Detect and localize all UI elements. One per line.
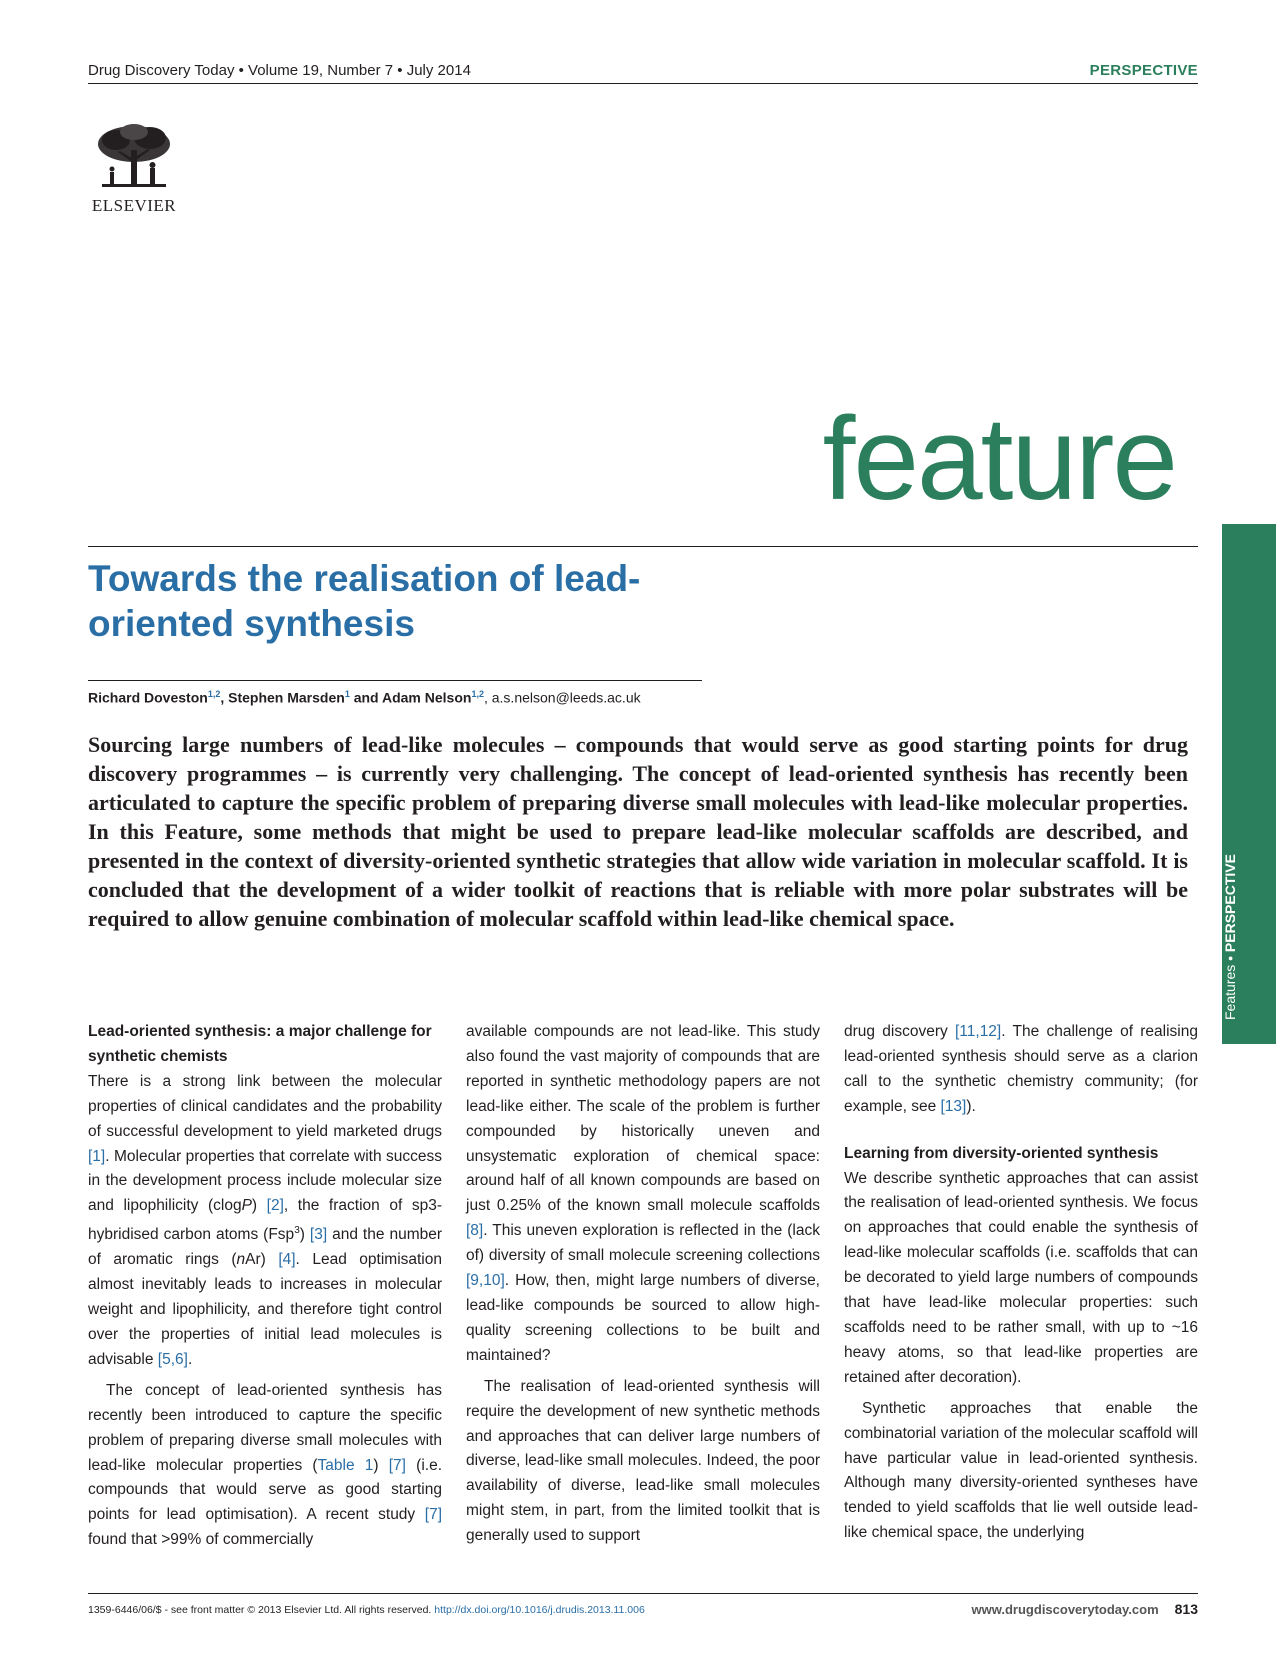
section-heading-2: Learning from diversity-oriented synthesis — [844, 1144, 1159, 1162]
paragraph: The concept of lead-oriented synthesis has recently been introduced to capture the specific problem of preparing diverse small molecules with lead-like molecular properties (Table 1) [7] (i.e. compounds that would serve as good starting points for lead optimisation). A recent study [7] found that >99% of commercially — [88, 1381, 443, 1549]
author-line: Richard Doveston$^{1,2}$, Stephen Marsden$^1$ and Adam Nelson$^{1,2}$, a.s.nelson@leeds.ac.uk — [88, 689, 641, 706]
header-rule — [88, 83, 1198, 84]
article-title: Towards the realisation of lead-oriented synthesis — [88, 558, 641, 645]
affiliation-link-2[interactable]: 1 — [344, 689, 350, 699]
paragraph: Synthetic approaches that enable the combinatorial variation of the molecular scaffold will have particular value in lead-oriented synthesis. Although many diversity-oriented syntheses have tended to yield scaffolds that lie well outside lead-like chemical space, the underlying — [844, 1399, 1198, 1542]
citation-link[interactable]: [4] — [278, 1251, 296, 1269]
elsevier-wordmark: ELSEVIER — [91, 196, 177, 215]
citation-link[interactable]: [8] — [466, 1222, 484, 1240]
section-heading-1: Lead-oriented synthesis: a major challenge for synthetic chemists — [88, 1023, 432, 1065]
tree-icon — [88, 122, 180, 194]
column-2 — [466, 1020, 820, 1549]
section-label: PERSPECTIVE — [1089, 62, 1198, 79]
citation-link[interactable]: [1] — [88, 1147, 106, 1165]
column-1 — [88, 1020, 442, 1553]
feature-rule — [88, 546, 1198, 547]
citation-link[interactable]: [7] — [424, 1506, 442, 1524]
page-number: 813 — [1174, 1601, 1198, 1617]
website-link[interactable]: www.drugdiscoverytoday.com — [971, 1602, 1159, 1617]
footer-copyright: 1359-6446/06/$ - see front matter © 2013 Elsevier Ltd. All rights reserved. http://dx.doi.org/10.1016/j.drudis.2013.11.006 — [88, 1604, 645, 1616]
author-email[interactable]: , a.s.nelson@leeds.ac.uk — [483, 689, 641, 706]
author-1: Richard Doveston — [88, 689, 208, 706]
affiliation-link-3[interactable]: 1,2 — [471, 689, 484, 699]
citation-link[interactable]: [9,10] — [466, 1272, 505, 1290]
paragraph: drug discovery [11,12]. The challenge of realising lead-oriented synthesis should serve as a clarion call to the synthetic chemistry community; (for example, see [13]). — [844, 1023, 1198, 1115]
citation-link[interactable]: [5,6] — [157, 1350, 188, 1368]
paragraph: There is a strong link between the molecular properties of clinical candidates and the probability of successful development to yield marketed drugs [1]. Molecular properties that correlate with success in the development process include molecular size and lipophilicity (clogP) [2], the fraction of sp3-hybridised carbon atoms (Fsp$^3$) [3] and the number of aromatic rings (nAr) [4]. Lead optimisation almost inevitably leads to increases in molecular weight and lipophilicity, and therefore tight control over the properties of initial lead molecules is advisable [5,6]. — [88, 1072, 443, 1368]
abstract: Sourcing large numbers of lead-like molecules – compounds that would serve as good starting points for drug discovery programmes – is currently very challenging. The concept of lead-oriented synthesis has recently been articulated to capture the specific problem of preparing diverse small molecules with lead-like molecular properties. In this Feature, some methods that might be used to prepare lead-like molecular scaffolds are described, and presented in the context of diversity-oriented synthetic strategies that allow wide variation in molecular scaffold. It is concluded that the development of a wider toolkit of reactions that is reliable with more polar substrates will be required to allow genuine combination of molecular scaffold within lead-like chemical space. — [88, 732, 1188, 931]
paragraph: The realisation of lead-oriented synthesis will require the development of new synthetic methods and approaches that can deliver large numbers of diverse, lead-like small molecules. Indeed, the poor availability of diverse, lead-like small molecules might stem, in part, from the limited toolkit that is generally used to support — [466, 1377, 820, 1545]
citation-link[interactable]: [11,12] — [954, 1023, 1002, 1040]
elsevier-logo — [88, 122, 180, 216]
author-2: Stephen Marsden — [228, 689, 345, 706]
paragraph: We describe synthetic approaches that can assist the realisation of lead-oriented synthesis. We focus on approaches that could enable the synthesis of lead-like molecular scaffolds (i.e. scaffolds that can be decorated to yield large numbers of compounds that have lead-like molecular properties: such scaffolds need to be rather small, with up to ~16 heavy atoms, so that lead-like properties are retained after decoration). — [844, 1169, 1198, 1386]
side-tab-label: Features • PERSPECTIVE — [1222, 854, 1238, 1020]
affiliation-link-1[interactable]: 1,2 — [207, 689, 221, 699]
citation-link[interactable]: [7] — [388, 1456, 406, 1474]
citation-link[interactable]: [3] — [309, 1226, 328, 1244]
author-3: Adam Nelson — [381, 689, 472, 706]
column-3 — [844, 1020, 1198, 1546]
citation-link[interactable]: [13] — [940, 1097, 967, 1115]
table-link[interactable]: Table 1 — [317, 1456, 374, 1474]
doi-link[interactable]: http://dx.doi.org/10.1016/j.drudis.2013.11.006 — [434, 1604, 645, 1616]
citation-link[interactable]: [2] — [266, 1197, 284, 1215]
feature-heading: feature — [822, 393, 1176, 525]
title-rule — [88, 680, 702, 681]
footer-right — [972, 1601, 1198, 1617]
footer-rule — [88, 1593, 1198, 1594]
journal-header: Drug Discovery Today • Volume 19, Number 7 • July 2014 — [88, 62, 471, 79]
paragraph: available compounds are not lead-like. This study also found the vast majority of compounds that are reported in synthetic methodology papers are not lead-like either. The scale of the problem is further compounded by historically uneven and unsystematic exploration of chemical space: around half of all known compounds are based on just 0.25% of the known small molecule scaffolds [8]. This uneven exploration is reflected in the (lack of) diversity of small molecule screening collections [9,10]. How, then, might large numbers of diverse, lead-like compounds be sourced to allow high-quality screening collections to be built and maintained? — [466, 1023, 820, 1364]
